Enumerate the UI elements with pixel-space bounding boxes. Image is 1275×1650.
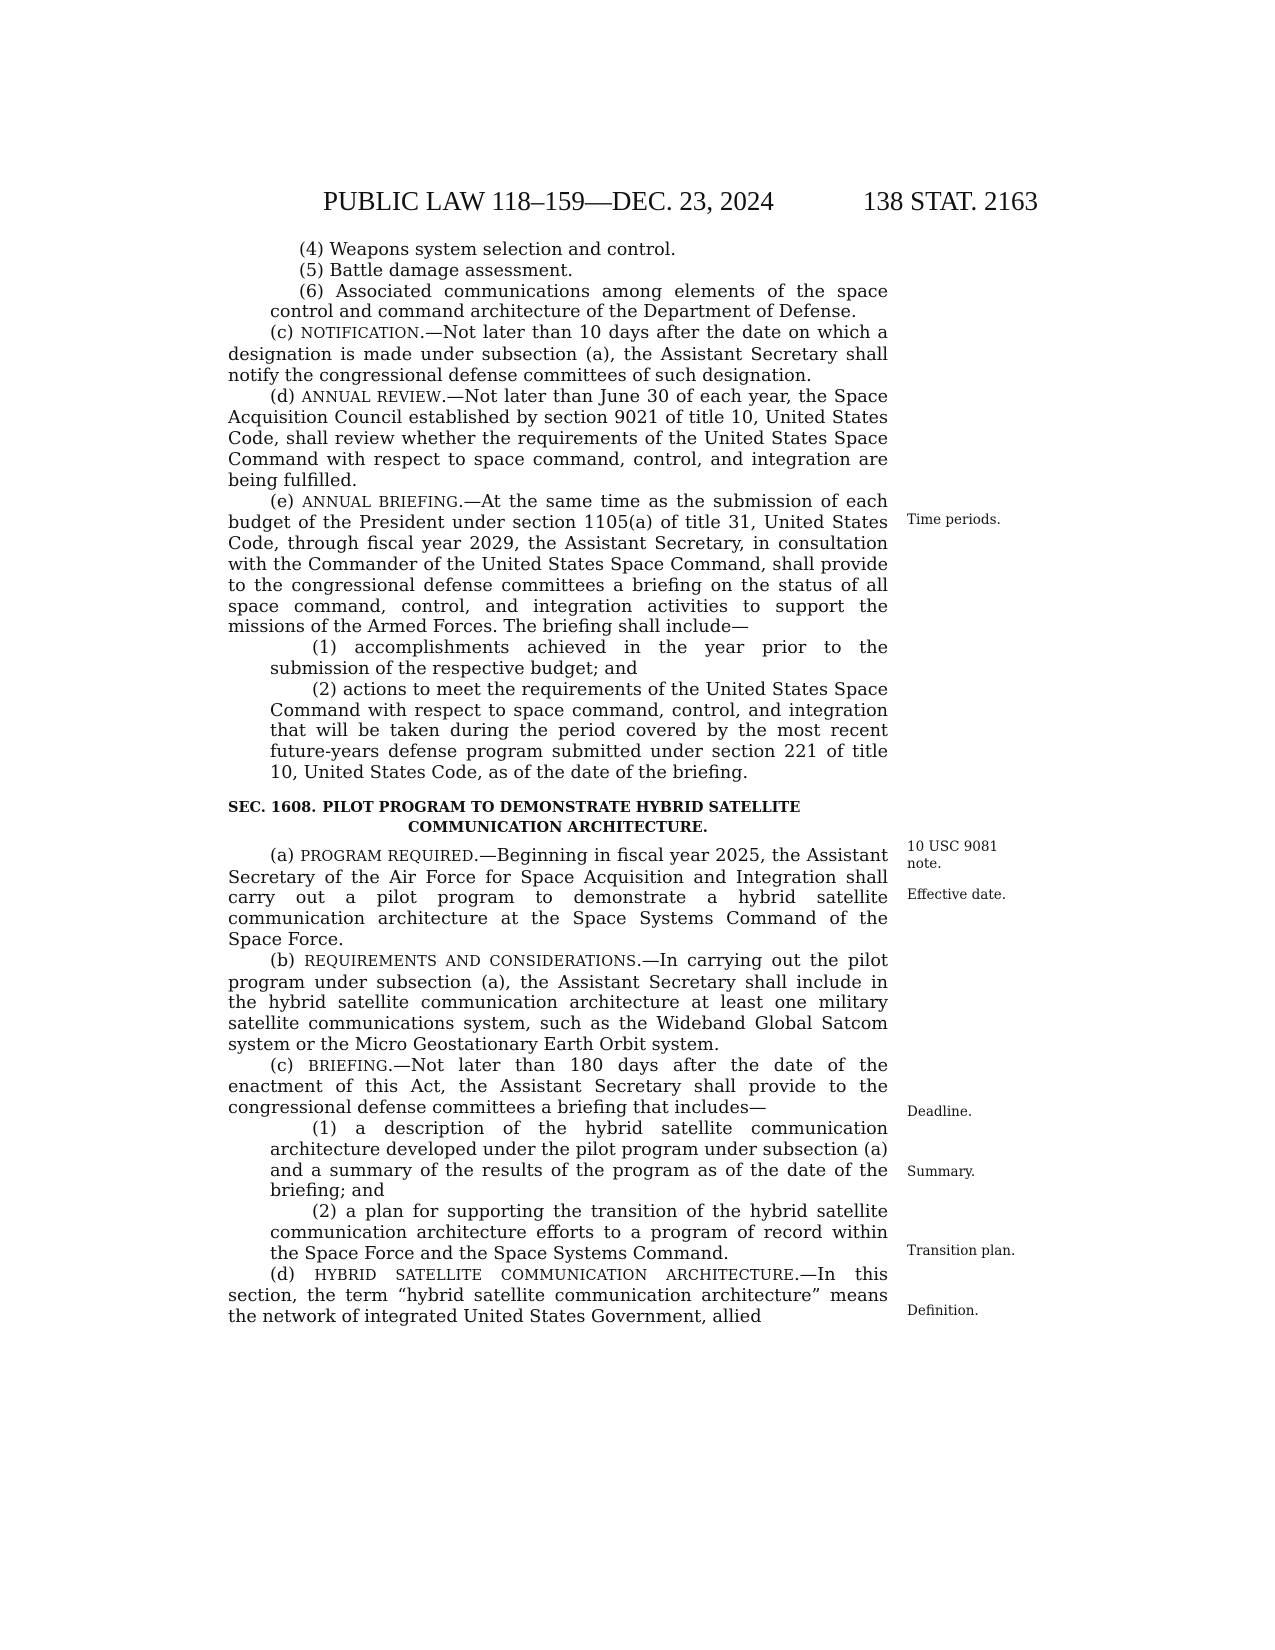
paragraph-e2: (2) actions to meet the requirements of the United States Space Command with respect to space command, control, and integration that will be taken during the period covered by the most recent future-years defense program submitted under section 221 of title 10, United States Code, as of the date of the briefing. [270, 679, 888, 783]
main-text [228, 240, 888, 1328]
margin-note-definition: Definition. [907, 1303, 979, 1319]
margin-note-transition-plan: Transition plan. [907, 1243, 1016, 1259]
subsection-c-heading: NOTIFICATION [300, 326, 420, 343]
paragraph-5: (5) Battle damage assessment. [299, 260, 574, 281]
subsection-c-notification: (c) NOTIFICATION.—Not later than 10 days after the date on which a designation is made under subsection (a), the Assistant Secretary shall notify the congressional defense committees of such designation. [228, 323, 888, 386]
margin-note-summary: Summary. [907, 1164, 976, 1180]
sec1608-c-heading: BRIEFING [308, 1058, 388, 1075]
sec1608-subsection-d: (d) HYBRID SATELLITE COMMUNICATION ARCHITECTURE.—In this section, the term “hybrid satellite communication architecture” means the network of integrated United States Government, allied [228, 1264, 888, 1328]
margin-note-usc-line2: note. [907, 856, 942, 872]
sec1608-d-heading: HYBRID SATELLITE COMMUNICATION ARCHITECTURE [314, 1267, 795, 1284]
paragraph-4: (4) Weapons system selection and control. [299, 240, 676, 260]
running-header [228, 186, 1038, 226]
paragraph-e1: (1) accomplishments achieved in the year prior to the submission of the respective budget; and [270, 638, 888, 679]
sec1608-subsection-c: (c) BRIEFING.—Not later than 180 days after the date of the enactment of this Act, the Assistant Secretary shall provide to the congressional defense committees a briefing that includes— [228, 1055, 888, 1119]
sec1608-subsection-b: (b) REQUIREMENTS AND CONSIDERATIONS.—In carrying out the pilot program under subsection (a), the Assistant Secretary shall include in the hybrid satellite communication architecture at least one military satellite communications system, such as the Wideband Global Satcom system or the Micro Geostationary Earth Orbit system. [228, 950, 888, 1055]
subsection-d-annual-review: (d) ANNUAL REVIEW.—Not later than June 30 of each year, the Space Acquisition Council established by section 9021 of title 10, United States Code, shall review whether the requirements of the United States Space Command with respect to space command, control, and integration are being fulfilled. [228, 386, 888, 491]
margin-note-effective-date: Effective date. [907, 887, 1007, 903]
margin-note-time-periods: Time periods. [907, 512, 1001, 528]
header-public-law: PUBLIC LAW 118–159—DEC. 23, 2024 [323, 186, 774, 216]
paragraph-6: (6) Associated communications among elements of the space control and command architecture of the Department of Defense. [270, 281, 888, 323]
section-title-line1: PILOT PROGRAM TO DEMONSTRATE HYBRID SATELLITE [322, 798, 801, 816]
subsection-e-heading: ANNUAL BRIEFING [302, 494, 459, 511]
header-stat-page: 138 STAT. 2163 [862, 186, 1038, 216]
sec1608-subsection-a: (a) PROGRAM REQUIRED.—Beginning in fiscal year 2025, the Assistant Secretary of the Air Force for Space Acquisition and Integration shall carry out a pilot program to demonstrate a hybrid satellite communication architecture at the Space Systems Command of the Space Force. [228, 845, 889, 950]
sec1608-paragraph-c2: (2) a plan for supporting the transition of the hybrid satellite communication architecture efforts to a program of record within the Space Force and the Space Systems Command. [270, 1202, 888, 1264]
section-1608-heading [228, 798, 888, 838]
subsection-e-annual-briefing: (e) ANNUAL BRIEFING.—At the same time as the submission of each budget of the President under section 1105(a) of title 31, United States Code, through fiscal year 2029, the Assistant Secretary, in consultation with the Commander of the United States Space Command, shall provide to the congressional defense committees a briefing on the status of all space command, control, and integration activities to support the missions of the Armed Forces. The briefing shall include— [228, 491, 888, 638]
margin-note-usc-citation [907, 839, 1037, 873]
margin-note-usc-line1: 10 USC 9081 [907, 839, 999, 855]
sec1608-paragraph-c1: (1) a description of the hybrid satellite communication architecture developed under the pilot program under subsection (a) and a summary of the results of the program as of the date of the briefing; and [270, 1119, 888, 1202]
section-number: SEC. 1608. [228, 798, 317, 816]
margin-note-deadline: Deadline. [907, 1104, 973, 1120]
sec1608-b-heading: REQUIREMENTS AND CONSIDERATIONS [304, 953, 637, 970]
sec1608-a-heading: PROGRAM REQUIRED [300, 848, 474, 865]
section-title-line2: COMMUNICATION ARCHITECTURE. [408, 818, 708, 836]
subsection-d-heading: ANNUAL REVIEW [301, 389, 442, 406]
